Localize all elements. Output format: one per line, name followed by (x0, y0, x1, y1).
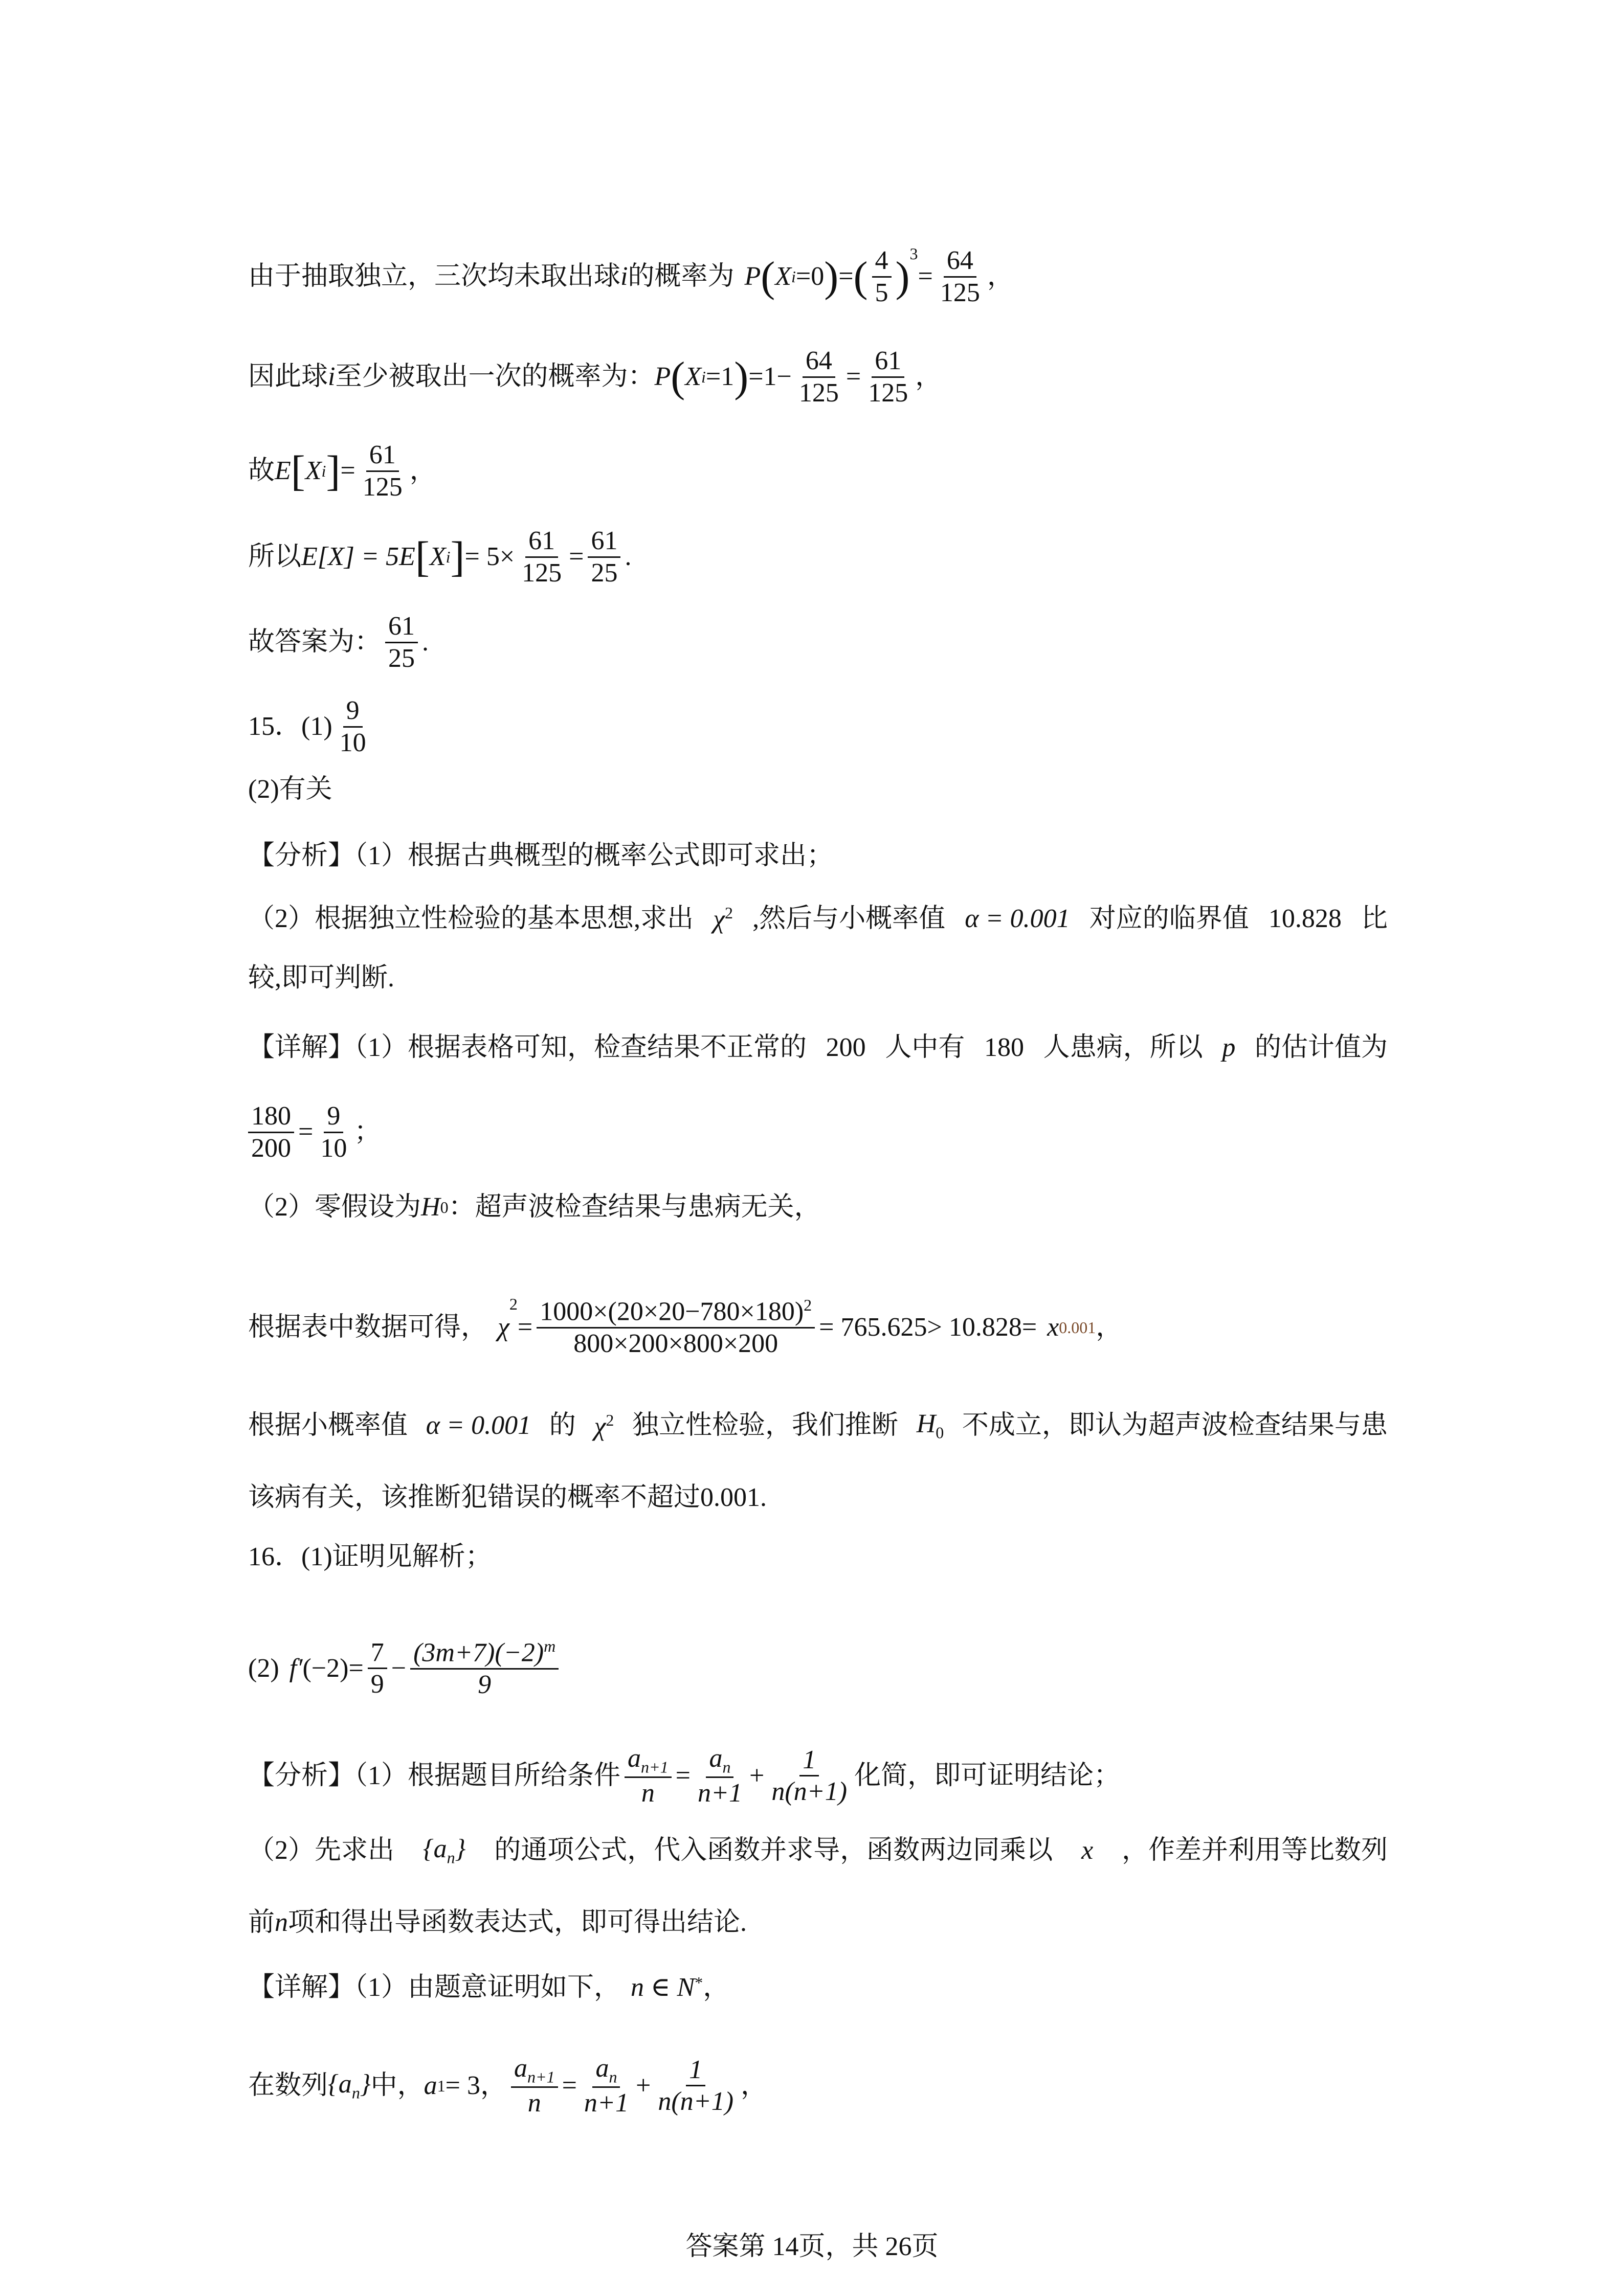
text: 人中有 (885, 1033, 965, 1062)
exponent: 2 (725, 904, 733, 922)
text: 的 (549, 1411, 576, 1440)
fraction: $\frac{64}{125}$ (798, 346, 839, 408)
var: a (424, 2070, 437, 2100)
var: x (1047, 1312, 1059, 1342)
text: + (635, 2070, 651, 2100)
text: = (846, 362, 861, 392)
fraction: $\frac{1}{n(n+1)}$ (771, 1745, 848, 1807)
fraction: $\frac{a_{n+1}}{n}$ (625, 1743, 672, 1809)
fraction: $\frac{a_n}{n+1}$ (697, 1744, 743, 1808)
text: 比 (1361, 904, 1388, 933)
text: ， (741, 2070, 768, 2100)
fraction: $\frac{180}{200}$ (248, 1101, 294, 1164)
exponent: 2 (509, 1295, 518, 1313)
text: 所以 (248, 542, 302, 572)
text: 该病有关，该推断犯错误的概率不超过 (248, 1483, 701, 1512)
expression: n ∈ N (631, 1973, 695, 2002)
text: ,然后与小概率值 (752, 904, 946, 933)
text: ， (409, 456, 436, 486)
line-20 (248, 1836, 1388, 1865)
line-8: 【分析】（1）根据古典概型的概率公式即可求出； (248, 841, 834, 870)
exponent: 3 (909, 244, 918, 263)
text: =1 (705, 362, 735, 392)
text: 【详解】（1）根据表格可知，检查结果不正常的 (248, 1033, 807, 1062)
fraction: $\frac{a_n}{n+1}$ (584, 2054, 629, 2118)
subscript: i (321, 462, 326, 481)
line-1: 由于抽取独立，三次均未取出球 i 的概率为 P ( X i =0 ) = ( $\frac{4}{5}$ ) $^3$ = $\frac{64}{125}$ ， (248, 244, 1014, 307)
line-12 (244, 1101, 381, 1164)
number: 200 (826, 1033, 866, 1062)
line-6 (248, 695, 373, 758)
var: χ (498, 1312, 509, 1342)
var: X (429, 542, 446, 572)
text: = (569, 542, 584, 572)
text: （2）零假设为 (248, 1192, 421, 1222)
line-7: (2)有关 (248, 775, 332, 804)
line-23 (248, 2053, 767, 2119)
text: = (517, 1312, 533, 1342)
subscript: 0.001 (1059, 1318, 1096, 1337)
line-19 (248, 1743, 1120, 1809)
fraction: $\frac{64}{125}$ (940, 246, 980, 307)
var: E (275, 456, 291, 486)
fraction: $\frac{1000\times(20\times 20-780\times 180)^2}{800\times 200\times 800\times 200}$ (537, 1296, 815, 1359)
text: （2）先求出 (248, 1836, 395, 1865)
question-number: 15．(1) (248, 712, 332, 741)
text: (2) (248, 1653, 279, 1683)
text: =1− (748, 362, 792, 392)
fraction: $\frac{4}{5}$ (872, 245, 892, 308)
text: = (838, 262, 854, 291)
brace: } (360, 2069, 371, 2099)
text: = (675, 1761, 691, 1790)
expression: α = 0.001 (965, 904, 1070, 933)
text: = (298, 1117, 314, 1147)
line-14 (248, 1296, 1122, 1359)
text: 对应的临界值 (1089, 904, 1249, 933)
var: X (305, 456, 322, 486)
text: ， (987, 262, 1014, 291)
text: ， (1096, 1312, 1123, 1342)
text: + (749, 1761, 765, 1790)
text: 中， (370, 2070, 424, 2100)
var: P (654, 362, 671, 392)
line-15 (248, 1411, 1388, 1440)
text: = (562, 2070, 577, 2100)
fraction: $\frac{61}{125}$ (362, 440, 403, 502)
fraction: $\frac{1}{n(n+1)}$ (658, 2055, 734, 2117)
text: 在数列 (248, 2070, 328, 2100)
line-2: 因此球 i 至少被取出一次的概率为： P ( X i =1 ) =1− $\frac{64}{125}$ = $\frac{61}{125}$ ， (248, 346, 942, 408)
brace: } (455, 1834, 466, 1863)
var: f′ (289, 1653, 303, 1683)
fraction: $\frac{61}{125}$ (868, 346, 908, 408)
line-16 (248, 1484, 767, 1511)
text: = (348, 1653, 364, 1683)
line-13 (248, 1194, 821, 1221)
text: 前 (248, 1908, 275, 1937)
text: 化简，即可证明结论； (854, 1761, 1121, 1790)
text: ， (915, 362, 942, 392)
number: 10.828 (1268, 904, 1342, 933)
fraction: $\frac{61}{25}$ (385, 611, 418, 674)
number: 0.001 (700, 1483, 761, 1512)
text: 项和得出导函数表达式，即可得出结论. (288, 1908, 747, 1937)
text: （2）根据独立性检验的基本思想,求出 (248, 904, 694, 933)
text: (−2) (302, 1653, 349, 1683)
sequence: {a (422, 1834, 447, 1863)
subscript: i (701, 368, 706, 387)
text: 独立性检验，我们推断 (632, 1411, 899, 1440)
var: p (1222, 1033, 1236, 1062)
text: . (760, 1483, 767, 1512)
text: ， (703, 1973, 730, 2002)
line-18 (248, 1637, 563, 1700)
text: 由于抽取独立，三次均未取出球 (248, 262, 621, 291)
text: − (391, 1653, 407, 1683)
expression: α = 0.001 (426, 1411, 531, 1440)
var: P (744, 262, 761, 291)
text: 根据表中数据可得， (248, 1312, 488, 1342)
page-footer: 答案第 14页，共 26页 (685, 2232, 939, 2261)
line-4: 所以 E[X] = 5E [ X i ] = 5× $\frac{61}{125}$ = $\frac{61}{25}$ . (248, 526, 632, 588)
var: i (328, 362, 336, 392)
line-10: 较,即可判断. (248, 963, 395, 993)
text: 的概率为 (628, 262, 735, 291)
var: χ (713, 905, 725, 934)
fraction: $\frac{9}{10}$ (339, 696, 366, 757)
line-22 (248, 1974, 729, 2001)
subscript: i (791, 267, 796, 286)
expression: E[X] = 5E (301, 542, 415, 572)
text: ， (480, 2070, 507, 2100)
subscript: 0 (936, 1423, 944, 1442)
var: X (685, 362, 701, 392)
text: 故答案为： (248, 627, 382, 657)
text: ； (354, 1117, 381, 1147)
text: 根据小概率值 (248, 1411, 408, 1440)
text: = (340, 456, 355, 486)
subscript: 1 (437, 2076, 446, 2095)
fraction: $\frac{(3m+7)(-2)^m}{9}$ (410, 1637, 559, 1700)
text: 至少被取出一次的概率为： (335, 362, 655, 392)
fraction: $\frac{a_{n+1}}{n}$ (511, 2053, 558, 2119)
text: 【详解】（1）由题意证明如下， (248, 1973, 621, 2002)
text: 的估计值为 (1254, 1033, 1388, 1062)
text: 【分析】（1）根据题目所给条件 (248, 1761, 621, 1790)
text: ，作差并利用等比数列 (1121, 1836, 1388, 1865)
subscript: i (446, 548, 451, 567)
text: ：超声波检查结果与患病无关， (448, 1192, 821, 1222)
line-5 (248, 611, 429, 674)
text: 的通项公式，代入函数并求导，函数两边同乘以 (494, 1836, 1053, 1865)
line-17: 16．(1)证明见解析； (248, 1542, 492, 1571)
var: x (1081, 1836, 1094, 1865)
var: H (916, 1409, 936, 1438)
var: H (421, 1192, 440, 1222)
fraction: $\frac{61}{25}$ (588, 526, 620, 589)
sequence: {a (328, 2069, 352, 2099)
fraction: $\frac{7}{9}$ (368, 1637, 387, 1700)
var: n (275, 1908, 288, 1937)
text: = 765.625> 10.828= (819, 1312, 1037, 1342)
text: 故 (248, 456, 275, 486)
var: X (775, 262, 791, 291)
text: 不成立，即认为超声波检查结果与患 (962, 1411, 1388, 1440)
number: 180 (984, 1033, 1024, 1062)
line-3: 故 E [ X i ] = $\frac{61}{125}$ ， (248, 440, 436, 502)
line-21 (248, 1909, 747, 1936)
text: . (422, 627, 429, 657)
line-11 (248, 1034, 1388, 1061)
exponent: 2 (606, 1410, 614, 1429)
subscript: n (447, 1848, 455, 1867)
text: = (918, 262, 933, 291)
fraction: $\frac{9}{10}$ (320, 1101, 347, 1163)
subscript: n (351, 2083, 360, 2102)
text: 人患病，所以 (1043, 1033, 1203, 1062)
subscript: 0 (440, 1198, 449, 1217)
fraction: $\frac{61}{125}$ (522, 526, 562, 588)
text: =0 (795, 262, 825, 291)
var: i (620, 262, 628, 291)
line-9 (248, 905, 1388, 933)
text: = 5× (464, 542, 515, 572)
text: 因此球 (248, 362, 328, 392)
text: . (625, 542, 632, 572)
var: χ (594, 1411, 606, 1441)
exponent: * (695, 1973, 703, 1992)
text: = 3 (445, 2070, 480, 2100)
